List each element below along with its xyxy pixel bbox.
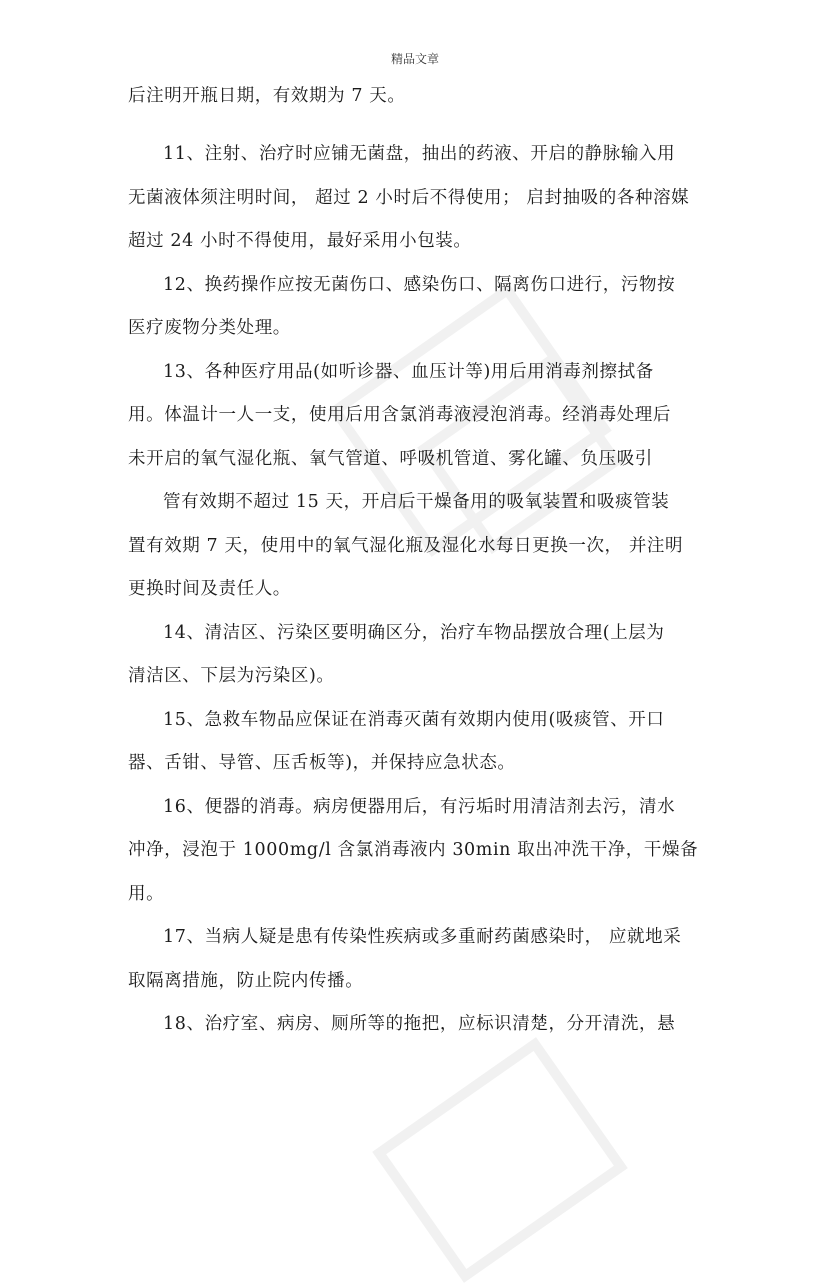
text-line: 后注明开瓶日期，有效期为 7 天。 — [128, 86, 406, 106]
text-line: 清洁区、下层为污染区)。 — [128, 666, 335, 686]
page-header: 精品文章 — [390, 52, 439, 66]
text-line: 管有效期不超过 15 天，开启后干燥备用的吸氧装置和吸痰管装 — [163, 492, 670, 512]
text-line: 超过 24 小时不得使用，最好采用小包装。 — [128, 231, 472, 251]
text-line: 取隔离措施，防止院内传播。 — [128, 971, 364, 991]
watermark — [360, 1040, 620, 1180]
text-line: 医疗废物分类处理。 — [128, 318, 291, 338]
text-line: 置有效期 7 天，使用中的氧气湿化瓶及湿化水每日更换一次， 并注明 — [128, 536, 684, 556]
text-line: 12、换药操作应按无菌伤口、感染伤口、隔离伤口进行，污物按 — [163, 275, 676, 295]
text-line: 16、便器的消毒。病房便器用后，有污垢时用清洁剂去污，清水 — [163, 797, 676, 817]
text-line: 18、治疗室、病房、厕所等的拖把，应标识清楚，分开清洗，悬 — [163, 1014, 676, 1034]
text-line: 未开启的氧气湿化瓶、氧气管道、呼吸机管道、雾化罐、负压吸引 — [128, 449, 653, 469]
text-line: 器、舌钳、导管、压舌板等)，并保持应急状态。 — [128, 753, 516, 773]
text-line: 更换时间及责任人。 — [128, 579, 291, 599]
text-line: 15、急救车物品应保证在消毒灭菌有效期内使用(吸痰管、开口 — [163, 710, 665, 730]
text-line: 无菌液体须注明时间， 超过 2 小时后不得使用； 启封抽吸的各种溶媒 — [128, 188, 690, 208]
text-line: 用。体温计一人一支，使用后用含氯消毒液浸泡消毒。经消毒处理后 — [128, 405, 671, 425]
text-line: 11、注射、治疗时应铺无菌盘，抽出的药液、开启的静脉输入用 — [163, 144, 676, 164]
text-line: 用。 — [128, 884, 165, 904]
text-line: 14、清洁区、污染区要明确区分，治疗车物品摆放合理(上层为 — [163, 623, 665, 643]
text-line: 17、当病人疑是患有传染性疾病或多重耐药菌感染时， 应就地采 — [163, 927, 682, 947]
text-line: 冲净，浸泡于 1000mg/l 含氯消毒液内 30min 取出冲洗干净，干燥备 — [128, 840, 699, 860]
text-line: 13、各种医疗用品(如听诊器、血压计等)用后用消毒剂擦拭备 — [163, 362, 654, 382]
